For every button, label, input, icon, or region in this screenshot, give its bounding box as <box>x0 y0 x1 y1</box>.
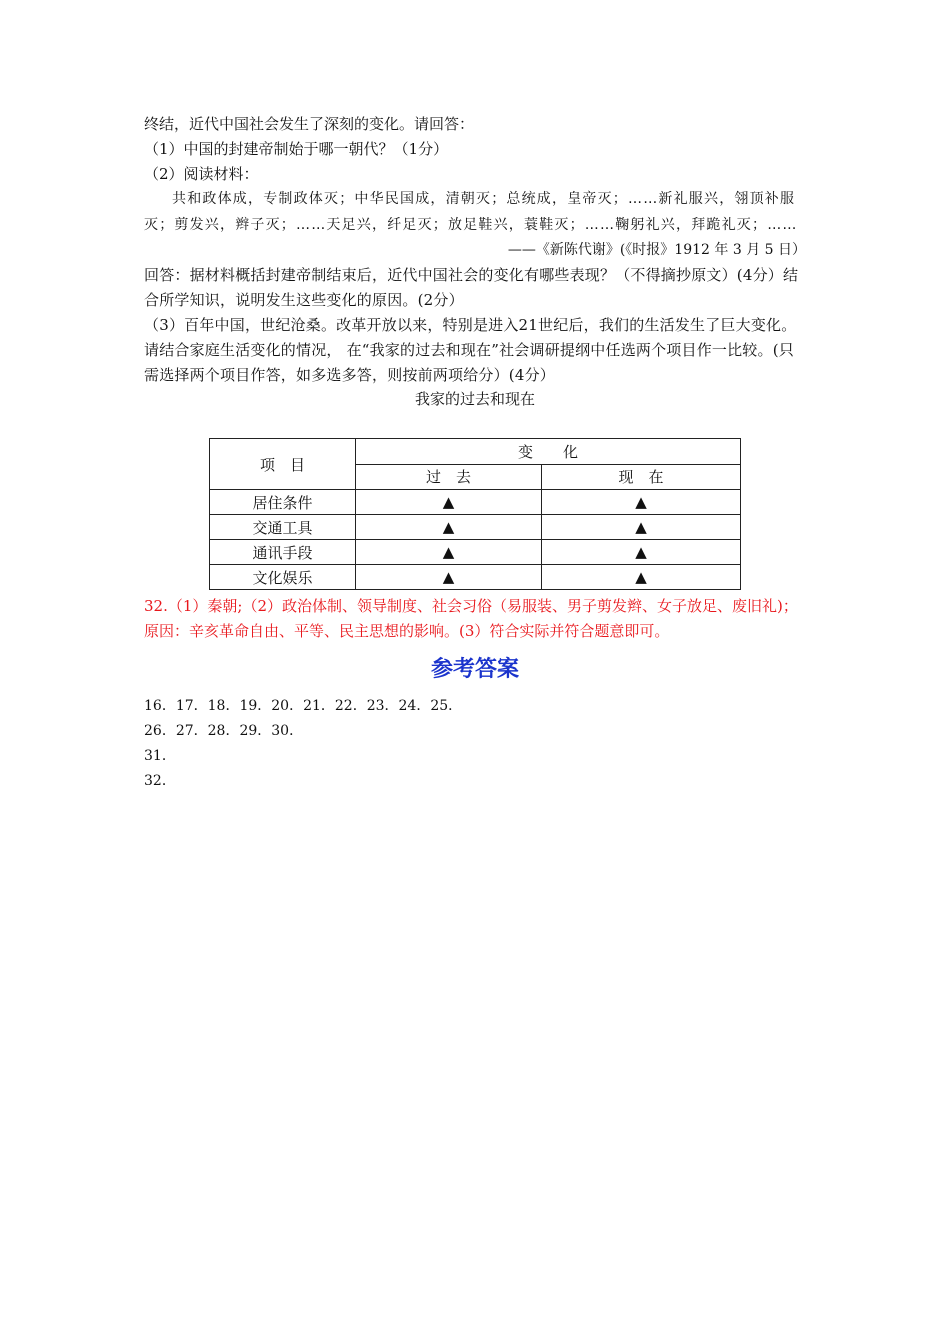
question-2-lead: （2）阅读材料： <box>144 165 259 183</box>
question-1: （1）中国的封建帝制始于哪一朝代？（1分） <box>144 140 449 158</box>
triangle-marker: ▲ <box>356 565 542 590</box>
answer-line: 32． <box>144 773 176 789</box>
table-row <box>210 515 741 540</box>
answer-line: 16．17．18．19．20．21．22．23．24．25． <box>144 698 463 714</box>
question-3: （3）百年中国，世纪沧桑。改革开放以来，特别是进入21世纪后，我们的生活发生了巨大变化。请结合家庭生活变化的情况， 在“我家的过去和现在”社会调研提纲中任选两个项目作一比较。(只需选择两个项目作答，如多选多答，则按前两项给分）(4分） <box>144 316 797 384</box>
header-change: 变 化 <box>356 439 741 465</box>
header-now: 现 在 <box>542 464 741 490</box>
reading-material: 共和政体成，专制政体灭；中华民国成，清朝灭；总统成，皇帝灭；……新礼服兴，翎顶补服灭；剪发兴，辫子灭；……天足兴，纤足灭；放足鞋兴，蓑鞋灭；……鞠躬礼兴，拜跪礼灭；…… <box>144 191 798 233</box>
reference-answer-heading: 参考答案 <box>430 657 519 682</box>
material-source: ——《新陈代谢》(《时报》1912 年 3 月 5 日） <box>507 242 806 258</box>
row-item: 交通工具 <box>210 515 356 540</box>
table-row <box>210 490 741 515</box>
answer-text: 32.（1）秦朝;（2）政治体制、领导制度、社会习俗（易服装、男子剪发辫、女子放足、废旧礼)；原因：辛亥革命自由、平等、民主思想的影响。(3）符合实际并符合题意即可。 <box>144 597 798 640</box>
answer-line: 26．27．28．29．30． <box>144 723 304 739</box>
triangle-marker: ▲ <box>356 515 542 540</box>
triangle-marker: ▲ <box>542 565 741 590</box>
survey-table <box>209 438 741 590</box>
triangle-marker: ▲ <box>356 540 542 565</box>
question-block <box>144 112 806 410</box>
triangle-marker: ▲ <box>542 540 741 565</box>
header-past: 过 去 <box>356 464 542 490</box>
row-item: 居住条件 <box>210 490 356 515</box>
triangle-marker: ▲ <box>356 490 542 515</box>
header-item: 项 目 <box>210 439 356 490</box>
question-intro: 终结，近代中国社会发生了深刻的变化。请回答： <box>144 115 475 133</box>
table-row <box>210 565 741 590</box>
table-caption: 我家的过去和现在 <box>414 390 535 408</box>
question-2-ask: 回答：据材料概括封建帝制结束后，近代中国社会的变化有哪些表现？（不得摘抄原文）(4分）结合所学知识，说明发生这些变化的原因。(2分） <box>144 266 799 309</box>
triangle-marker: ▲ <box>542 515 741 540</box>
triangle-marker: ▲ <box>542 490 741 515</box>
row-item: 文化娱乐 <box>210 565 356 590</box>
answer-numbers <box>144 694 462 794</box>
table-row <box>210 540 741 565</box>
answer-line: 31． <box>144 748 176 764</box>
row-item: 通讯手段 <box>210 540 356 565</box>
